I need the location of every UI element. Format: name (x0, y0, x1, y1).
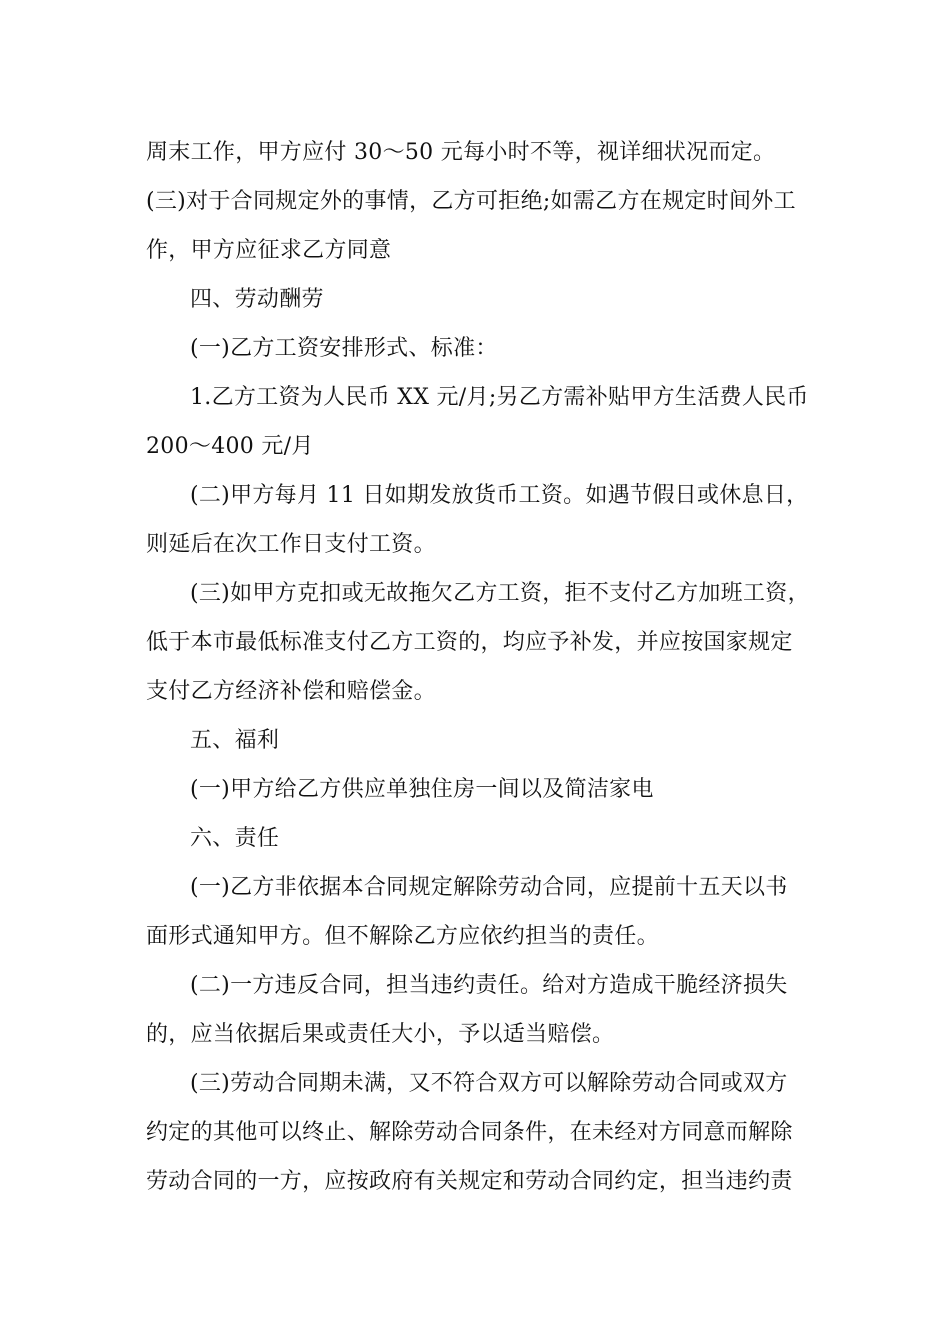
section-heading: 四、劳动酬劳 (190, 287, 324, 312)
text-line: (一)甲方给乙方供应单独住房一间以及简洁家电 (190, 777, 654, 802)
text-line: (三)对于合同规定外的事情，乙方可拒绝;如需乙方在规定时间外工 (146, 189, 796, 214)
text-line: (一)乙方非依据本合同规定解除劳动合同，应提前十五天以书 (190, 875, 788, 900)
document-body (146, 128, 811, 1206)
text-line: 支付乙方经济补偿和赔偿金。 (146, 679, 436, 704)
text-line: (二)甲方每月 11 日如期发放货币工资。如遇节假日或休息日， (190, 483, 809, 508)
text-line: 周末工作，甲方应付 30～50 元每小时不等，视详细状况而定。 (146, 140, 776, 165)
section-heading: 六、责任 (190, 826, 280, 851)
text-line: 面形式通知甲方。但不解除乙方应依约担当的责任。 (146, 924, 659, 949)
text-line: 低于本市最低标准支付乙方工资的，均应予补发，并应按国家规定 (146, 630, 793, 655)
text-line: 作，甲方应征求乙方同意 (146, 238, 392, 263)
text-line: 则延后在次工作日支付工资。 (146, 532, 436, 557)
text-line: 的，应当依据后果或责任大小，予以适当赔偿。 (146, 1022, 615, 1047)
text-line: 1.乙方工资为人民币 XX 元/月;另乙方需补贴甲方生活费人民币 (190, 385, 809, 410)
text-line: (一)乙方工资安排形式、标准： (190, 336, 498, 361)
text-line: 200～400 元/月 (146, 434, 314, 459)
text-line: 约定的其他可以终止、解除劳动合同条件，在未经对方同意而解除 (146, 1120, 793, 1145)
text-line: (二)一方违反合同，担当违约责任。给对方造成干脆经济损失 (190, 973, 788, 998)
text-line: (三)劳动合同期未满，又不符合双方可以解除劳动合同或双方 (190, 1071, 788, 1096)
text-line: (三)如甲方克扣或无故拖欠乙方工资，拒不支付乙方加班工资， (190, 581, 810, 606)
text-line: 劳动合同的一方，应按政府有关规定和劳动合同约定，担当违约责 (146, 1169, 793, 1194)
section-heading: 五、福利 (190, 728, 280, 753)
